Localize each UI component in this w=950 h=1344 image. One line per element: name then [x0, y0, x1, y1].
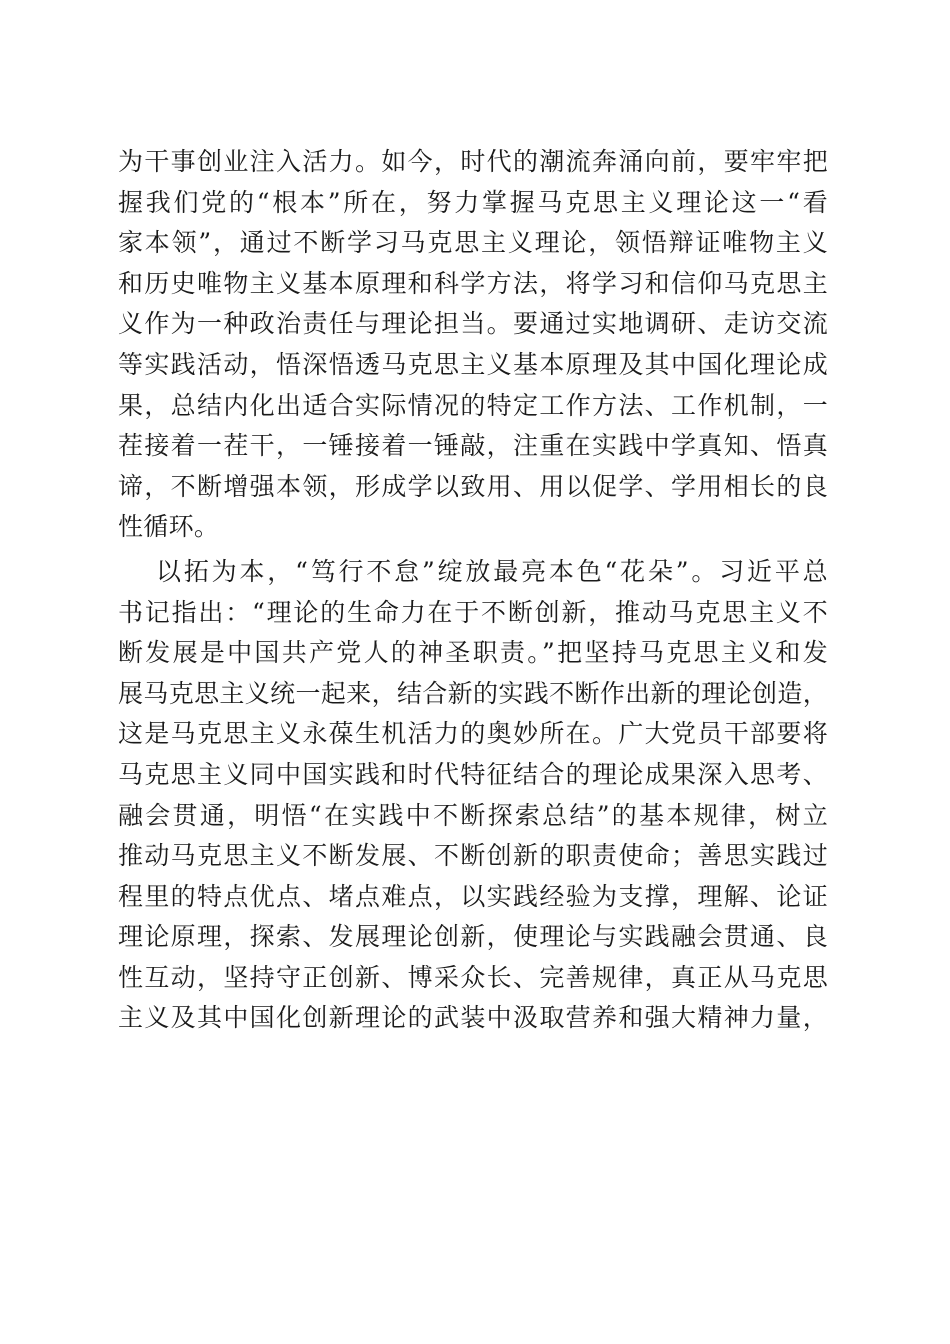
text-line: 谛，不断增强本领，形成学以致用、用以促学、学用相长的良: [118, 471, 828, 501]
text-line: 推动马克思主义不断发展、不断创新的职责使命；善思实践过: [118, 841, 828, 871]
text-line: 理论原理，探索、发展理论创新，使理论与实践融会贯通、良: [118, 922, 828, 952]
text-line: 性互动，坚持守正创新、博采众长、完善规律，真正从马克思: [118, 962, 828, 992]
text-line: 家本领”，通过不断学习马克思主义理论，领悟辩证唯物主义: [118, 228, 828, 258]
paragraph-1: [118, 142, 828, 548]
paragraph-2: [118, 552, 828, 1039]
text-line: 马克思主义同中国实践和时代特征结合的理论成果深入思考、: [118, 759, 828, 789]
text-line: 这是马克思主义永葆生机活力的奥妙所在。广大党员干部要将: [118, 719, 828, 749]
text-line: 以拓为本，“笃行不怠”绽放最亮本色“花朵”。习近平总: [156, 556, 828, 586]
text-line: 为干事创业注入活力。如今，时代的潮流奔涌向前，要牢牢把: [118, 147, 828, 176]
text-line: 性循环。: [118, 512, 220, 542]
text-line: 书记指出：“理论的生命力在于不断创新，推动马克思主义不: [118, 597, 828, 627]
text-line: 主义及其中国化创新理论的武装中汲取营养和强大精神力量，: [118, 1003, 828, 1033]
document-body: [118, 142, 828, 1039]
text-line: 融会贯通，明悟“在实践中不断探索总结”的基本规律，树立: [118, 800, 828, 830]
text-line: 程里的特点优点、堵点难点，以实践经验为支撑，理解、论证: [118, 881, 828, 911]
text-line: 果，总结内化出适合实际情况的特定工作方法、工作机制，一: [118, 390, 828, 420]
text-line: 和历史唯物主义基本原理和科学方法，将学习和信仰马克思主: [118, 268, 828, 298]
text-line: 义作为一种政治责任与理论担当。要通过实地调研、走访交流: [118, 309, 828, 339]
text-line: 握我们党的“根本”所在，努力掌握马克思主义理论这一“看: [118, 187, 828, 217]
text-line: 茬接着一茬干，一锤接着一锤敲，注重在实践中学真知、悟真: [118, 431, 828, 461]
text-line: 等实践活动，悟深悟透马克思主义基本原理及其中国化理论成: [118, 349, 828, 379]
text-line: 展马克思主义统一起来，结合新的实践不断作出新的理论创造，: [118, 678, 828, 708]
text-line: 断发展是中国共产党人的神圣职责。”把坚持马克思主义和发: [118, 638, 828, 668]
